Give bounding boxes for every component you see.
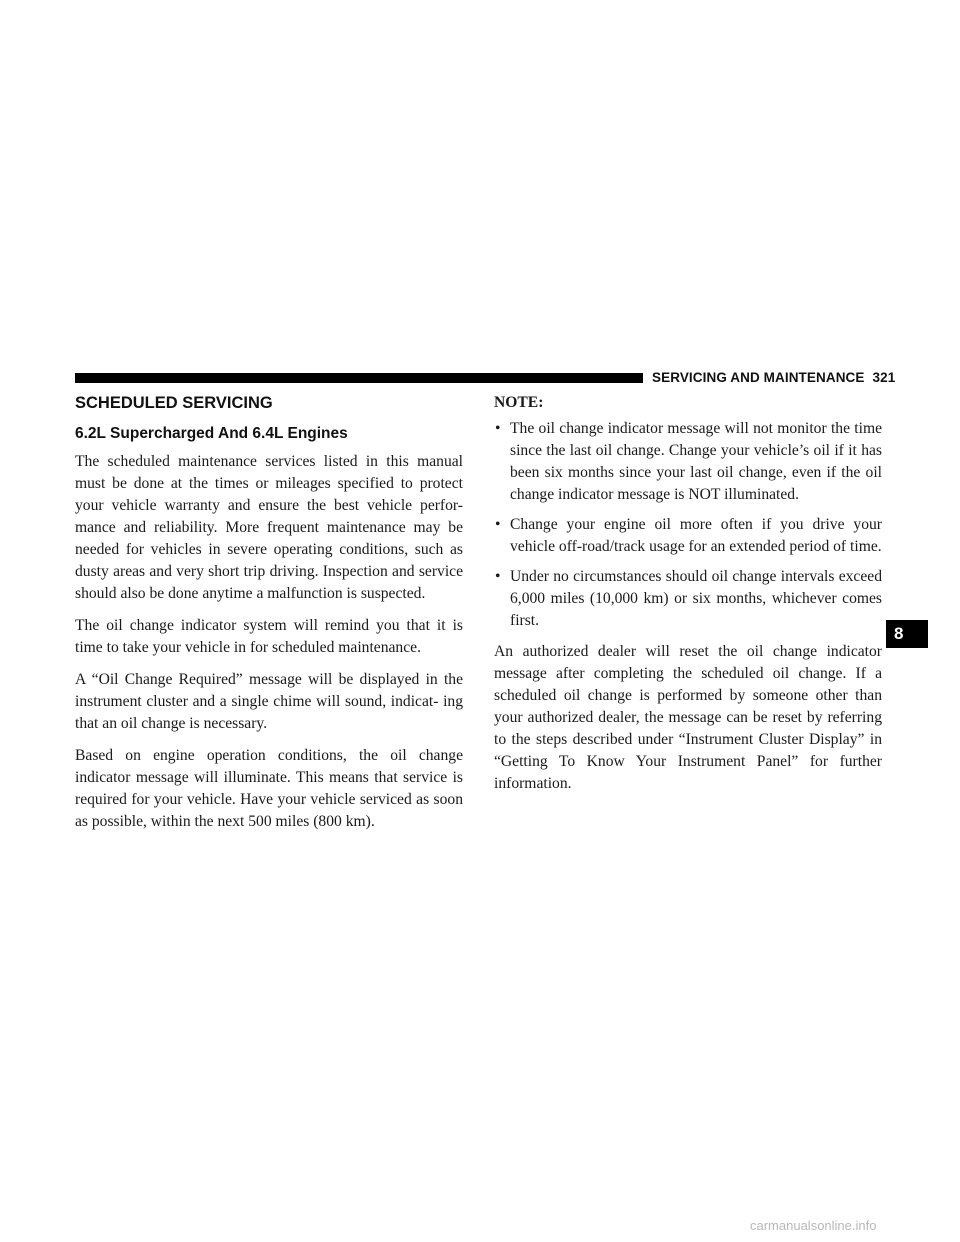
bullet-icon: • — [495, 420, 501, 437]
paragraph: A “Oil Change Required” message will be displayed in the instrument cluster and a single chime will sound, indicat- ing that an oil change is necessary. — [75, 671, 463, 732]
chapter-tab: 8 — [886, 620, 928, 648]
paragraph: The oil change indicator system will remind you that it is time to take your vehicle in for scheduled maintenance. — [75, 617, 463, 656]
note-label: NOTE: — [494, 394, 544, 411]
page-number: 321 — [872, 370, 896, 385]
left-column — [75, 393, 463, 843]
section-heading: SCHEDULED SERVICING — [75, 394, 273, 412]
running-header — [652, 370, 895, 385]
paragraph: The scheduled maintenance services listed in this manual must be done at the times or mileages specified to protect your vehicle warranty and ensure the best vehicle perfor- mance and reliability. More frequent maintenance may be needed for vehicles in severe operating conditions, such as dusty areas and very short trip driving. Inspection and service should also be done anytime a malfunction is suspected. — [75, 453, 463, 602]
list-item-text: Under no circumstances should oil change intervals exceed 6,000 miles (10,000 km) or six months, whichever comes first. — [510, 568, 882, 629]
watermark: carmanualsonline.info — [750, 1218, 877, 1233]
list-item — [494, 514, 882, 558]
list-item — [494, 566, 882, 632]
bullet-icon: • — [495, 516, 501, 533]
paragraph: An authorized dealer will reset the oil change indicator message after completing the scheduled oil change. If a scheduled oil change is performed by someone other than your authorized dealer, the message can be reset by referring to the steps described under “Instrument Cluster Display” in “Getting To Know Your Instrument Panel” for further information. — [494, 643, 882, 792]
note-list — [494, 418, 882, 632]
list-item-text: Change your engine oil more often if you drive your vehicle off-road/track usage for an extended period of time. — [510, 516, 882, 555]
header-rule — [75, 373, 643, 383]
section-title: SERVICING AND MAINTENANCE — [652, 370, 865, 385]
list-item-text: The oil change indicator message will not monitor the time since the last oil change. Change your vehicle’s oil if it has been six months since your last oil change, even if the oil change indicator message is NOT illuminated. — [510, 420, 882, 503]
right-column — [494, 393, 882, 805]
subsection-heading: 6.2L Supercharged And 6.4L Engines — [75, 425, 348, 442]
list-item — [494, 418, 882, 506]
bullet-icon: • — [495, 568, 501, 585]
paragraph: Based on engine operation conditions, the oil change indicator message will illuminate. This means that service is required for your vehicle. Have your vehicle serviced as soon as possible, within the next 500 miles (800 km). — [75, 747, 463, 830]
